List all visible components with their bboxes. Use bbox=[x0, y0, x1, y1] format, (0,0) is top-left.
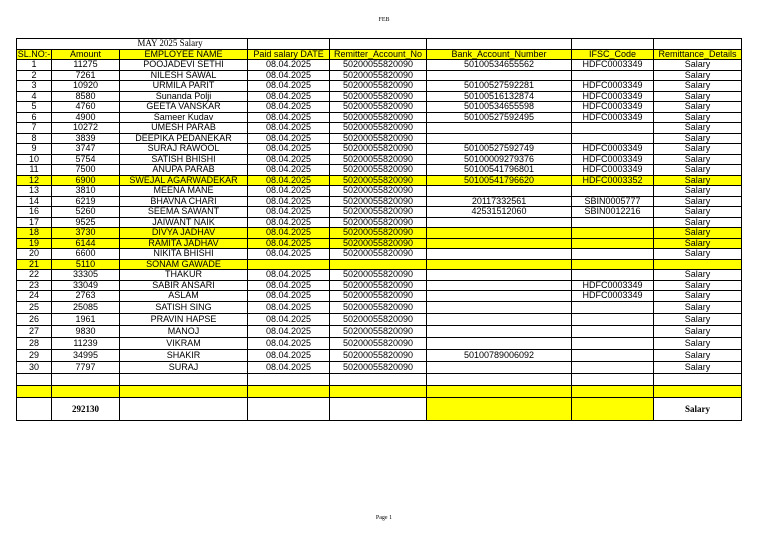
cell-ifsc: HDFC0003349 bbox=[572, 165, 654, 176]
col-header-remitter-account: Remitter_Account_No bbox=[330, 49, 427, 60]
cell-bank-account: 50100534655562 bbox=[427, 60, 572, 71]
cell-bank-account bbox=[427, 238, 572, 249]
cell-slno: 29 bbox=[17, 349, 52, 361]
table-row bbox=[17, 196, 742, 207]
table-row bbox=[17, 361, 742, 373]
cell-remitter-account: 50200055820090 bbox=[330, 123, 427, 134]
table-row bbox=[17, 238, 742, 249]
cell-ifsc bbox=[572, 270, 654, 281]
cell-ifsc: HDFC0003349 bbox=[572, 112, 654, 123]
cell-remitter-account: 50200055820090 bbox=[330, 361, 427, 373]
cell-remittance-details: Salary bbox=[654, 270, 742, 281]
cell-amount: 7500 bbox=[52, 165, 120, 176]
cell-slno: 19 bbox=[17, 238, 52, 249]
cell-slno: 16 bbox=[17, 207, 52, 218]
cell-remittance-details: Salary bbox=[654, 154, 742, 165]
cell-remittance-details: Salary bbox=[654, 325, 742, 337]
cell-slno: 14 bbox=[17, 196, 52, 207]
cell-slno: 20 bbox=[17, 249, 52, 260]
table-row bbox=[17, 112, 742, 123]
cell-bank-account bbox=[427, 270, 572, 281]
cell-ifsc bbox=[572, 301, 654, 313]
cell-employee-name: NIKITA BHISHI bbox=[120, 249, 248, 260]
cell-slno: 1 bbox=[17, 60, 52, 71]
col-header-amount: Amount bbox=[52, 49, 120, 60]
cell-remittance-details: Salary bbox=[654, 228, 742, 239]
cell-employee-name: VIKRAM bbox=[120, 337, 248, 349]
cell-remittance-details: Salary bbox=[654, 349, 742, 361]
cell-amount: 6900 bbox=[52, 175, 120, 186]
cell-remitter-account: 50200055820090 bbox=[330, 291, 427, 302]
cell-remitter-account: 50200055820090 bbox=[330, 81, 427, 92]
cell-remittance-details: Salary bbox=[654, 70, 742, 81]
table-row bbox=[17, 102, 742, 113]
cell-remittance-details: Salary bbox=[654, 361, 742, 373]
cell-bank-account bbox=[427, 217, 572, 228]
cell-employee-name: SWEJAL AGARWADEKAR bbox=[120, 175, 248, 186]
cell-slno: 10 bbox=[17, 154, 52, 165]
cell-amount: 5110 bbox=[52, 259, 120, 270]
cell-bank-account: 50100541796620 bbox=[427, 175, 572, 186]
table-row bbox=[17, 337, 742, 349]
cell-remittance-details: Salary bbox=[654, 165, 742, 176]
cell-employee-name: SATISH BHISHI bbox=[120, 154, 248, 165]
cell-bank-account bbox=[427, 186, 572, 197]
cell-remitter-account: 50200055820090 bbox=[330, 175, 427, 186]
cell-remittance-details: Salary bbox=[654, 81, 742, 92]
cell-employee-name: Sameer Kudav bbox=[120, 112, 248, 123]
cell-slno: 30 bbox=[17, 361, 52, 373]
cell-remitter-account: 50200055820090 bbox=[330, 154, 427, 165]
cell-remitter-account bbox=[330, 259, 427, 270]
cell-employee-name: URMILA PARIT bbox=[120, 81, 248, 92]
cell-paid-date: 08.04.2025 bbox=[248, 133, 330, 144]
cell-ifsc bbox=[572, 123, 654, 134]
cell-employee-name: POOJADEVI SETHI bbox=[120, 60, 248, 71]
cell-slno: 22 bbox=[17, 270, 52, 281]
cell-slno: 8 bbox=[17, 133, 52, 144]
table-row bbox=[17, 186, 742, 197]
cell-paid-date: 08.04.2025 bbox=[248, 349, 330, 361]
cell-amount: 6144 bbox=[52, 238, 120, 249]
cell-ifsc bbox=[572, 313, 654, 325]
cell-bank-account bbox=[427, 228, 572, 239]
cell-bank-account: 50100009279376 bbox=[427, 154, 572, 165]
cell-paid-date: 08.04.2025 bbox=[248, 112, 330, 123]
cell-bank-account: 50100789006092 bbox=[427, 349, 572, 361]
col-header-employee-name: EMPLOYEE NAME bbox=[120, 49, 248, 60]
cell-remittance-details: Salary bbox=[654, 102, 742, 113]
cell-remitter-account: 50200055820090 bbox=[330, 228, 427, 239]
cell-slno: 26 bbox=[17, 313, 52, 325]
cell-paid-date: 08.04.2025 bbox=[248, 165, 330, 176]
cell-remitter-account: 50200055820090 bbox=[330, 337, 427, 349]
cell-amount: 9830 bbox=[52, 325, 120, 337]
blank-row bbox=[17, 373, 742, 385]
cell-amount: 10920 bbox=[52, 81, 120, 92]
col-header-paid-date: Paid salary DATE bbox=[248, 49, 330, 60]
cell-amount: 1961 bbox=[52, 313, 120, 325]
cell-paid-date: 08.04.2025 bbox=[248, 196, 330, 207]
cell-employee-name: UMESH PARAB bbox=[120, 123, 248, 134]
cell-amount: 6600 bbox=[52, 249, 120, 260]
cell-employee-name: SONAM GAWADE bbox=[120, 259, 248, 270]
cell-remitter-account: 50200055820090 bbox=[330, 196, 427, 207]
cell-amount: 2763 bbox=[52, 291, 120, 302]
cell-remitter-account: 50200055820090 bbox=[330, 217, 427, 228]
cell-paid-date: 08.04.2025 bbox=[248, 238, 330, 249]
cell-ifsc bbox=[572, 217, 654, 228]
cell-amount: 3730 bbox=[52, 228, 120, 239]
cell-employee-name: GEETA VANSKAR bbox=[120, 102, 248, 113]
cell-ifsc bbox=[572, 133, 654, 144]
table-row bbox=[17, 228, 742, 239]
cell-employee-name: THAKUR bbox=[120, 270, 248, 281]
cell-remittance-details: Salary bbox=[654, 337, 742, 349]
cell-paid-date: 08.04.2025 bbox=[248, 123, 330, 134]
cell-amount: 6219 bbox=[52, 196, 120, 207]
cell-ifsc bbox=[572, 259, 654, 270]
cell-bank-account bbox=[427, 259, 572, 270]
cell-remitter-account: 50200055820090 bbox=[330, 313, 427, 325]
cell-paid-date: 08.04.2025 bbox=[248, 207, 330, 218]
cell-bank-account bbox=[427, 301, 572, 313]
cell-remittance-details: Salary bbox=[654, 249, 742, 260]
cell-bank-account: 50100541796801 bbox=[427, 165, 572, 176]
sheet-title: MAY 2025 Salary bbox=[17, 39, 248, 50]
cell-bank-account: 50100527592495 bbox=[427, 112, 572, 123]
cell-employee-name: JAIWANT NAIK bbox=[120, 217, 248, 228]
page-footer: Page 1 bbox=[375, 515, 393, 521]
cell-remittance-details: Salary bbox=[654, 313, 742, 325]
cell-remittance-details: Salary bbox=[654, 207, 742, 218]
cell-bank-account: 50100534655598 bbox=[427, 102, 572, 113]
total-row bbox=[17, 397, 742, 420]
cell-slno: 5 bbox=[17, 102, 52, 113]
cell-remitter-account: 50200055820090 bbox=[330, 186, 427, 197]
cell-remittance-details: Salary bbox=[654, 112, 742, 123]
table-row bbox=[17, 325, 742, 337]
cell-paid-date: 08.04.2025 bbox=[248, 337, 330, 349]
cell-paid-date: 08.04.2025 bbox=[248, 291, 330, 302]
cell-amount: 7797 bbox=[52, 361, 120, 373]
cell-paid-date: 08.04.2025 bbox=[248, 81, 330, 92]
cell-remitter-account: 50200055820090 bbox=[330, 349, 427, 361]
cell-remitter-account: 50200055820090 bbox=[330, 270, 427, 281]
cell-employee-name: ASLAM bbox=[120, 291, 248, 302]
cell-bank-account bbox=[427, 123, 572, 134]
cell-amount: 5754 bbox=[52, 154, 120, 165]
cell-remitter-account: 50200055820090 bbox=[330, 325, 427, 337]
cell-slno: 27 bbox=[17, 325, 52, 337]
cell-amount: 3839 bbox=[52, 133, 120, 144]
cell-paid-date: 08.04.2025 bbox=[248, 249, 330, 260]
cell-paid-date: 08.04.2025 bbox=[248, 301, 330, 313]
cell-employee-name: SEEMA SAWANT bbox=[120, 207, 248, 218]
cell-ifsc: HDFC0003349 bbox=[572, 280, 654, 291]
cell-slno: 13 bbox=[17, 186, 52, 197]
cell-slno: 2 bbox=[17, 70, 52, 81]
cell-slno: 24 bbox=[17, 291, 52, 302]
cell-remittance-details: Salary bbox=[654, 144, 742, 155]
table-row bbox=[17, 123, 742, 134]
cell-remitter-account: 50200055820090 bbox=[330, 249, 427, 260]
table-row bbox=[17, 349, 742, 361]
cell-ifsc: HDFC0003352 bbox=[572, 175, 654, 186]
cell-ifsc bbox=[572, 337, 654, 349]
cell-ifsc: HDFC0003349 bbox=[572, 154, 654, 165]
cell-amount: 8580 bbox=[52, 91, 120, 102]
cell-remitter-account: 50200055820090 bbox=[330, 70, 427, 81]
cell-amount: 9525 bbox=[52, 217, 120, 228]
cell-paid-date bbox=[248, 259, 330, 270]
cell-slno: 12 bbox=[17, 175, 52, 186]
cell-employee-name: SURAJ bbox=[120, 361, 248, 373]
cell-paid-date: 08.04.2025 bbox=[248, 70, 330, 81]
table-row bbox=[17, 70, 742, 81]
col-header-bank-account: Bank_Account_Number bbox=[427, 49, 572, 60]
cell-employee-name: PRAVIN HAPSE bbox=[120, 313, 248, 325]
cell-paid-date: 08.04.2025 bbox=[248, 228, 330, 239]
cell-paid-date: 08.04.2025 bbox=[248, 361, 330, 373]
cell-bank-account bbox=[427, 361, 572, 373]
table-row bbox=[17, 259, 742, 270]
cell-slno: 3 bbox=[17, 81, 52, 92]
cell-amount: 10272 bbox=[52, 123, 120, 134]
cell-bank-account bbox=[427, 249, 572, 260]
cell-bank-account: 42531512060 bbox=[427, 207, 572, 218]
table-row bbox=[17, 217, 742, 228]
cell-amount: 33049 bbox=[52, 280, 120, 291]
cell-bank-account bbox=[427, 70, 572, 81]
cell-paid-date: 08.04.2025 bbox=[248, 270, 330, 281]
table-row bbox=[17, 91, 742, 102]
cell-amount: 4760 bbox=[52, 102, 120, 113]
cell-slno: 7 bbox=[17, 123, 52, 134]
cell-paid-date: 08.04.2025 bbox=[248, 154, 330, 165]
cell-remitter-account: 50200055820090 bbox=[330, 301, 427, 313]
cell-slno: 23 bbox=[17, 280, 52, 291]
cell-amount: 5260 bbox=[52, 207, 120, 218]
cell-slno: 28 bbox=[17, 337, 52, 349]
col-header-slno: SL.NO:- bbox=[17, 49, 51, 59]
salary-sheet bbox=[16, 38, 742, 421]
cell-slno: 17 bbox=[17, 217, 52, 228]
cell-ifsc: HDFC0003349 bbox=[572, 81, 654, 92]
cell-remittance-details: Salary bbox=[654, 196, 742, 207]
cell-remittance-details: Salary bbox=[654, 60, 742, 71]
table-row bbox=[17, 249, 742, 260]
cell-slno: 9 bbox=[17, 144, 52, 155]
page-header: FEB bbox=[378, 17, 390, 23]
cell-remittance-details: Salary bbox=[654, 291, 742, 302]
cell-amount: 33305 bbox=[52, 270, 120, 281]
cell-bank-account: 50100527592281 bbox=[427, 81, 572, 92]
cell-bank-account: 20117332561 bbox=[427, 196, 572, 207]
cell-ifsc: HDFC0003349 bbox=[572, 91, 654, 102]
cell-slno: 18 bbox=[17, 228, 52, 239]
cell-amount: 7261 bbox=[52, 70, 120, 81]
cell-bank-account bbox=[427, 133, 572, 144]
cell-paid-date: 08.04.2025 bbox=[248, 325, 330, 337]
cell-amount: 11275 bbox=[52, 60, 120, 71]
cell-remitter-account: 50200055820090 bbox=[330, 165, 427, 176]
cell-ifsc bbox=[572, 70, 654, 81]
cell-remittance-details: Salary bbox=[654, 123, 742, 134]
table-row bbox=[17, 154, 742, 165]
cell-remittance-details: Salary bbox=[654, 175, 742, 186]
table-row bbox=[17, 81, 742, 92]
cell-amount: 34995 bbox=[52, 349, 120, 361]
table-row bbox=[17, 207, 742, 218]
cell-remittance-details bbox=[654, 259, 742, 270]
cell-remittance-details: Salary bbox=[654, 133, 742, 144]
cell-ifsc bbox=[572, 349, 654, 361]
cell-employee-name: DEEPIKA PEDANEKAR bbox=[120, 133, 248, 144]
table-row bbox=[17, 270, 742, 281]
table-row bbox=[17, 313, 742, 325]
cell-employee-name: BHAVNA CHARI bbox=[120, 196, 248, 207]
cell-remitter-account: 50200055820090 bbox=[330, 238, 427, 249]
table-row bbox=[17, 280, 742, 291]
table-row bbox=[17, 60, 742, 71]
cell-slno: 21 bbox=[17, 259, 52, 270]
cell-slno: 11 bbox=[17, 165, 52, 176]
cell-employee-name: SATISH SING bbox=[120, 301, 248, 313]
cell-remitter-account: 50200055820090 bbox=[330, 102, 427, 113]
cell-employee-name: SABIR ANSARI bbox=[120, 280, 248, 291]
column-header-row bbox=[17, 49, 742, 60]
cell-bank-account bbox=[427, 337, 572, 349]
cell-paid-date: 08.04.2025 bbox=[248, 186, 330, 197]
cell-employee-name: RAMITA JADHAV bbox=[120, 238, 248, 249]
cell-ifsc: SBIN0012216 bbox=[572, 207, 654, 218]
cell-remittance-details: Salary bbox=[654, 217, 742, 228]
cell-paid-date: 08.04.2025 bbox=[248, 313, 330, 325]
cell-bank-account: 50100527592749 bbox=[427, 144, 572, 155]
cell-amount: 3810 bbox=[52, 186, 120, 197]
cell-employee-name: MANOJ bbox=[120, 325, 248, 337]
total-details: Salary bbox=[654, 397, 742, 420]
cell-employee-name: SHAKIR bbox=[120, 349, 248, 361]
cell-bank-account bbox=[427, 325, 572, 337]
cell-paid-date: 08.04.2025 bbox=[248, 91, 330, 102]
cell-remittance-details: Salary bbox=[654, 186, 742, 197]
cell-remittance-details: Salary bbox=[654, 301, 742, 313]
cell-remitter-account: 50200055820090 bbox=[330, 144, 427, 155]
cell-employee-name: NILESH SAWAL bbox=[120, 70, 248, 81]
cell-paid-date: 08.04.2025 bbox=[248, 102, 330, 113]
blank-row bbox=[17, 385, 742, 397]
cell-ifsc bbox=[572, 325, 654, 337]
cell-ifsc: HDFC0003349 bbox=[572, 144, 654, 155]
table-row bbox=[17, 144, 742, 155]
cell-ifsc bbox=[572, 361, 654, 373]
cell-remittance-details: Salary bbox=[654, 91, 742, 102]
cell-paid-date: 08.04.2025 bbox=[248, 144, 330, 155]
cell-slno: 6 bbox=[17, 112, 52, 123]
cell-employee-name: MEENA MANE bbox=[120, 186, 248, 197]
cell-remitter-account: 50200055820090 bbox=[330, 207, 427, 218]
cell-paid-date: 08.04.2025 bbox=[248, 280, 330, 291]
cell-employee-name: DIVYA JADHAV bbox=[120, 228, 248, 239]
cell-ifsc bbox=[572, 186, 654, 197]
cell-slno: 4 bbox=[17, 91, 52, 102]
col-header-remittance-details: Remittance_Details bbox=[654, 49, 742, 60]
cell-remittance-details: Salary bbox=[654, 280, 742, 291]
cell-paid-date: 08.04.2025 bbox=[248, 175, 330, 186]
cell-bank-account bbox=[427, 291, 572, 302]
cell-ifsc: HDFC0003349 bbox=[572, 60, 654, 71]
table-row bbox=[17, 133, 742, 144]
table-row bbox=[17, 291, 742, 302]
cell-remitter-account: 50200055820090 bbox=[330, 112, 427, 123]
cell-ifsc: HDFC0003349 bbox=[572, 102, 654, 113]
cell-paid-date: 08.04.2025 bbox=[248, 60, 330, 71]
cell-amount: 3747 bbox=[52, 144, 120, 155]
total-amount: 292130 bbox=[52, 397, 120, 420]
col-header-ifsc: IFSC_Code bbox=[572, 49, 654, 60]
cell-remitter-account: 50200055820090 bbox=[330, 280, 427, 291]
cell-remitter-account: 50200055820090 bbox=[330, 91, 427, 102]
cell-bank-account bbox=[427, 280, 572, 291]
cell-amount: 11239 bbox=[52, 337, 120, 349]
cell-bank-account: 50100516132874 bbox=[427, 91, 572, 102]
table-row bbox=[17, 175, 742, 186]
cell-paid-date: 08.04.2025 bbox=[248, 217, 330, 228]
cell-remitter-account: 50200055820090 bbox=[330, 60, 427, 71]
cell-employee-name: SURAJ RAWOOL bbox=[120, 144, 248, 155]
cell-employee-name: Sunanda Polji bbox=[120, 91, 248, 102]
table-row bbox=[17, 301, 742, 313]
cell-ifsc: HDFC0003349 bbox=[572, 291, 654, 302]
cell-amount: 25085 bbox=[52, 301, 120, 313]
cell-employee-name: ANUPA PARAB bbox=[120, 165, 248, 176]
cell-bank-account bbox=[427, 313, 572, 325]
cell-ifsc bbox=[572, 249, 654, 260]
cell-slno: 25 bbox=[17, 301, 52, 313]
cell-amount: 4900 bbox=[52, 112, 120, 123]
cell-remitter-account: 50200055820090 bbox=[330, 133, 427, 144]
table-row bbox=[17, 165, 742, 176]
cell-ifsc bbox=[572, 238, 654, 249]
cell-ifsc bbox=[572, 228, 654, 239]
cell-ifsc: SBIN0005777 bbox=[572, 196, 654, 207]
cell-remittance-details: Salary bbox=[654, 238, 742, 249]
